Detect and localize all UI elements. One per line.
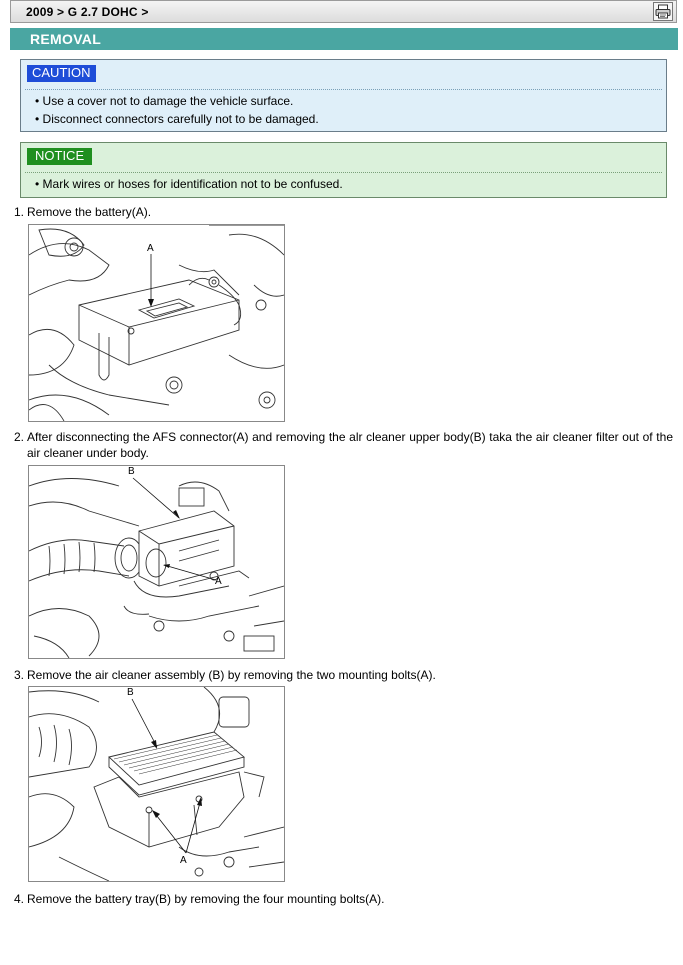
caution-item: • Disconnect connectors carefully not to be damaged. bbox=[35, 112, 319, 126]
notice-badge: NOTICE bbox=[27, 148, 92, 165]
callout-label: B bbox=[127, 687, 134, 698]
callout-label: B bbox=[128, 466, 135, 477]
step-number: 4. bbox=[14, 892, 25, 906]
print-button[interactable] bbox=[653, 2, 673, 21]
callout-label: A bbox=[147, 243, 154, 254]
step-text: Remove the battery tray(B) by removing the four mounting bolts(A). bbox=[27, 892, 385, 906]
caution-badge: CAUTION bbox=[27, 65, 96, 82]
caution-item: • Use a cover not to damage the vehicle surface. bbox=[35, 94, 294, 108]
breadcrumb[interactable]: 2009 > G 2.7 DOHC > bbox=[26, 5, 149, 19]
callout-label: A bbox=[180, 855, 187, 866]
printer-icon bbox=[654, 3, 672, 20]
step-text: After disconnecting the AFS connector(A) and removing the alr cleaner upper body(B) taka the air cleaner filter out of the air cleaner under body. bbox=[27, 430, 673, 460]
divider bbox=[25, 89, 662, 90]
step-number: 2. bbox=[14, 430, 25, 444]
breadcrumb-bar bbox=[10, 0, 677, 23]
air-cleaner-illustration bbox=[28, 465, 285, 659]
divider bbox=[25, 172, 662, 173]
battery-illustration bbox=[28, 224, 285, 422]
step-number: 1. bbox=[14, 205, 25, 219]
caution-box bbox=[20, 59, 667, 132]
section-header bbox=[10, 28, 678, 50]
step-text: Remove the air cleaner assembly (B) by removing the two mounting bolts(A). bbox=[27, 668, 436, 682]
air-cleaner-assembly-illustration bbox=[28, 686, 285, 882]
section-title: REMOVAL bbox=[30, 31, 102, 47]
step-text: Remove the battery(A). bbox=[27, 205, 152, 219]
callout-label: A bbox=[215, 576, 222, 587]
step-number: 3. bbox=[14, 668, 25, 682]
notice-box bbox=[20, 142, 667, 198]
notice-item: • Mark wires or hoses for identification not to be confused. bbox=[35, 177, 343, 191]
